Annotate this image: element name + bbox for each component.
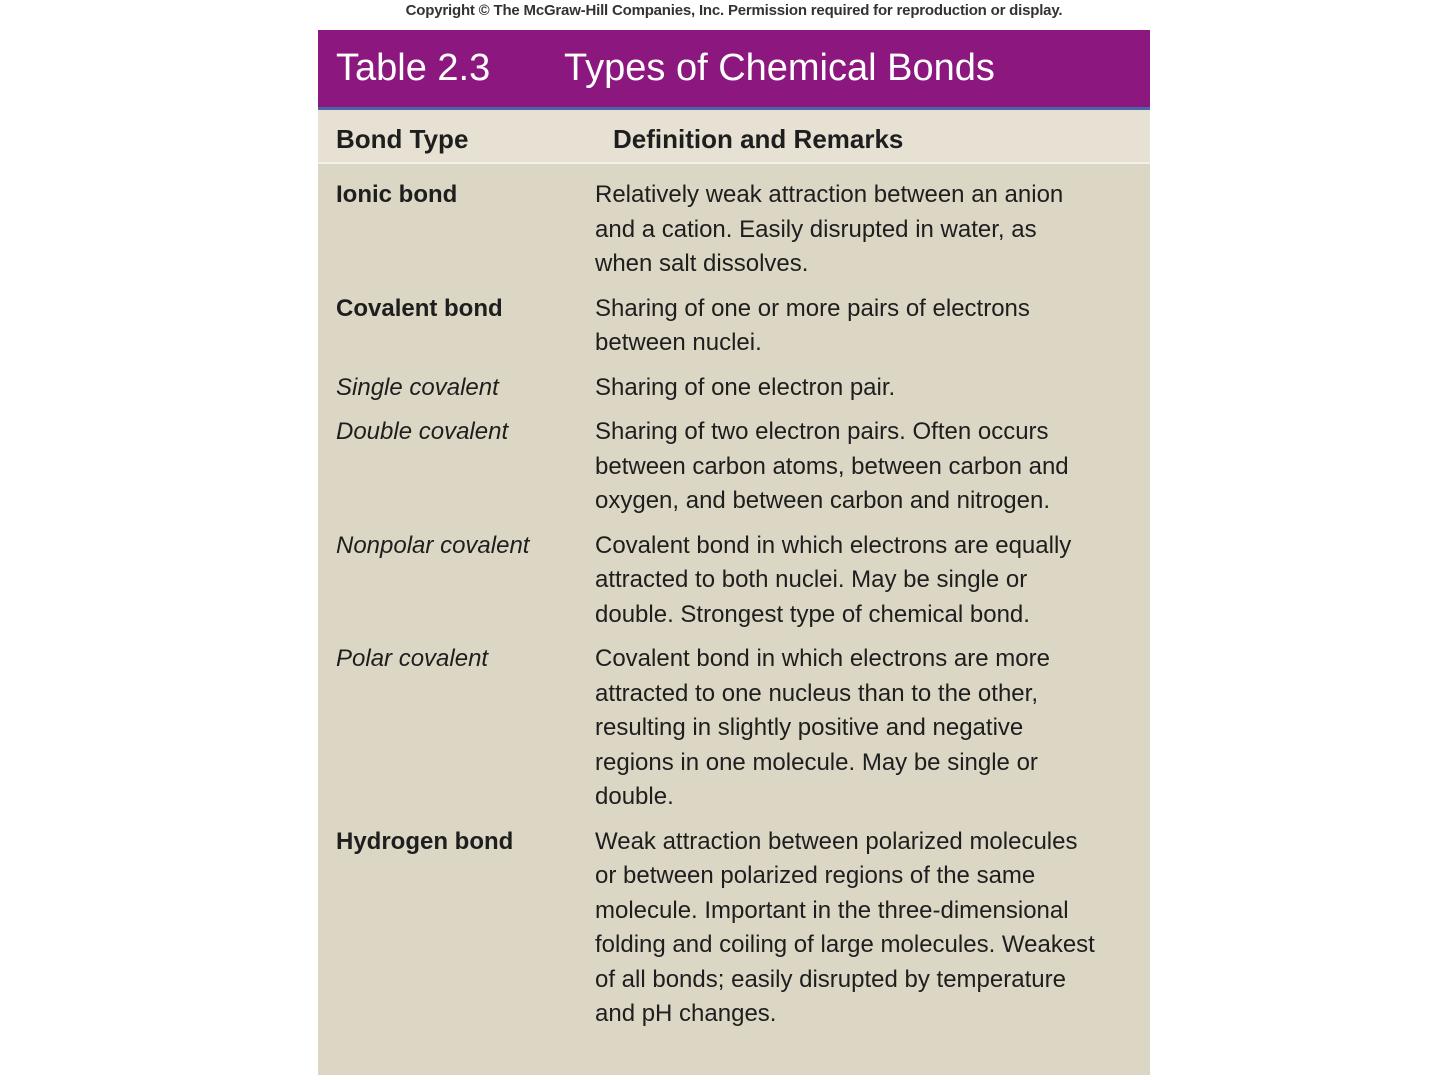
- table-row: [318, 292, 1150, 361]
- table-title-bar: [318, 30, 1150, 110]
- definition-line: attracted to one nucleus than to the other,: [595, 679, 1038, 707]
- definition-single-covalent: [595, 371, 1125, 406]
- table-number: Table 2.3: [336, 47, 491, 89]
- definition-line: and a cation. Easily disrupted in water, as: [595, 215, 1037, 243]
- definition-line: double.: [595, 783, 674, 810]
- definition-line: double. Strongest type of chemical bond.: [595, 600, 1030, 628]
- definition-line: oxygen, and between carbon and nitrogen.: [595, 487, 1051, 514]
- definition-line: regions in one molecule. May be single or: [595, 748, 1038, 776]
- table-title: Types of Chemical Bonds: [564, 47, 995, 89]
- bond-type-single-covalent: Single covalent: [336, 373, 499, 401]
- table-row: [318, 415, 1150, 519]
- table-row: [318, 371, 1150, 406]
- definition-line: molecule. Important in the three-dimensional: [595, 896, 1069, 924]
- table-row: [318, 529, 1150, 633]
- column-header-definition: Definition and Remarks: [613, 124, 904, 154]
- table-header-row: [318, 110, 1150, 164]
- definition-line: or between polarized regions of the same: [595, 862, 1036, 889]
- definition-line: Covalent bond in which electrons are equally: [595, 531, 1072, 559]
- definition-line: Weak attraction between polarized molecules: [595, 827, 1078, 855]
- bond-type-hydrogen: Hydrogen bond: [336, 827, 514, 855]
- table-body: [318, 178, 1150, 1042]
- definition-hydrogen: [595, 825, 1125, 1032]
- definition-line: when salt dissolves.: [595, 250, 809, 277]
- chemical-bonds-table: [318, 30, 1150, 1075]
- bond-type-covalent: Covalent bond: [336, 294, 503, 322]
- definition-double-covalent: [595, 415, 1125, 519]
- table-row: [318, 642, 1150, 815]
- definition-line: between nuclei.: [595, 329, 762, 356]
- definition-line: Sharing of two electron pairs. Often occurs: [595, 418, 1049, 445]
- definition-line: Sharing of one or more pairs of electrons: [595, 294, 1030, 322]
- definition-nonpolar-covalent: [595, 529, 1125, 633]
- definition-line: resulting in slightly positive and negative: [595, 714, 1024, 741]
- table-row: [318, 178, 1150, 282]
- definition-line: folding and coiling of large molecules. Weakest: [595, 931, 1095, 958]
- bond-type-double-covalent: Double covalent: [336, 418, 509, 445]
- definition-line: Sharing of one electron pair.: [595, 373, 896, 401]
- bond-type-ionic: Ionic bond: [336, 181, 458, 208]
- copyright-notice: Copyright © The McGraw-Hill Companies, Inc. Permission required for reproduction or display.: [405, 2, 1063, 19]
- definition-line: Relatively weak attraction between an anion: [595, 181, 1064, 208]
- bond-type-polar-covalent: Polar covalent: [336, 645, 489, 672]
- column-header-bond-type: Bond Type: [336, 124, 469, 154]
- table-row: [318, 825, 1150, 1032]
- definition-covalent: [595, 292, 1125, 361]
- definition-ionic: [595, 178, 1125, 282]
- definition-line: Covalent bond in which electrons are more: [595, 645, 1050, 672]
- definition-line: attracted to both nuclei. May be single or: [595, 566, 1028, 593]
- definition-polar-covalent: [595, 642, 1125, 815]
- bond-type-nonpolar-covalent: Nonpolar covalent: [336, 531, 530, 559]
- definition-line: of all bonds; easily disrupted by temperature: [595, 965, 1066, 993]
- definition-line: between carbon atoms, between carbon and: [595, 452, 1069, 480]
- definition-line: and pH changes.: [595, 1000, 777, 1027]
